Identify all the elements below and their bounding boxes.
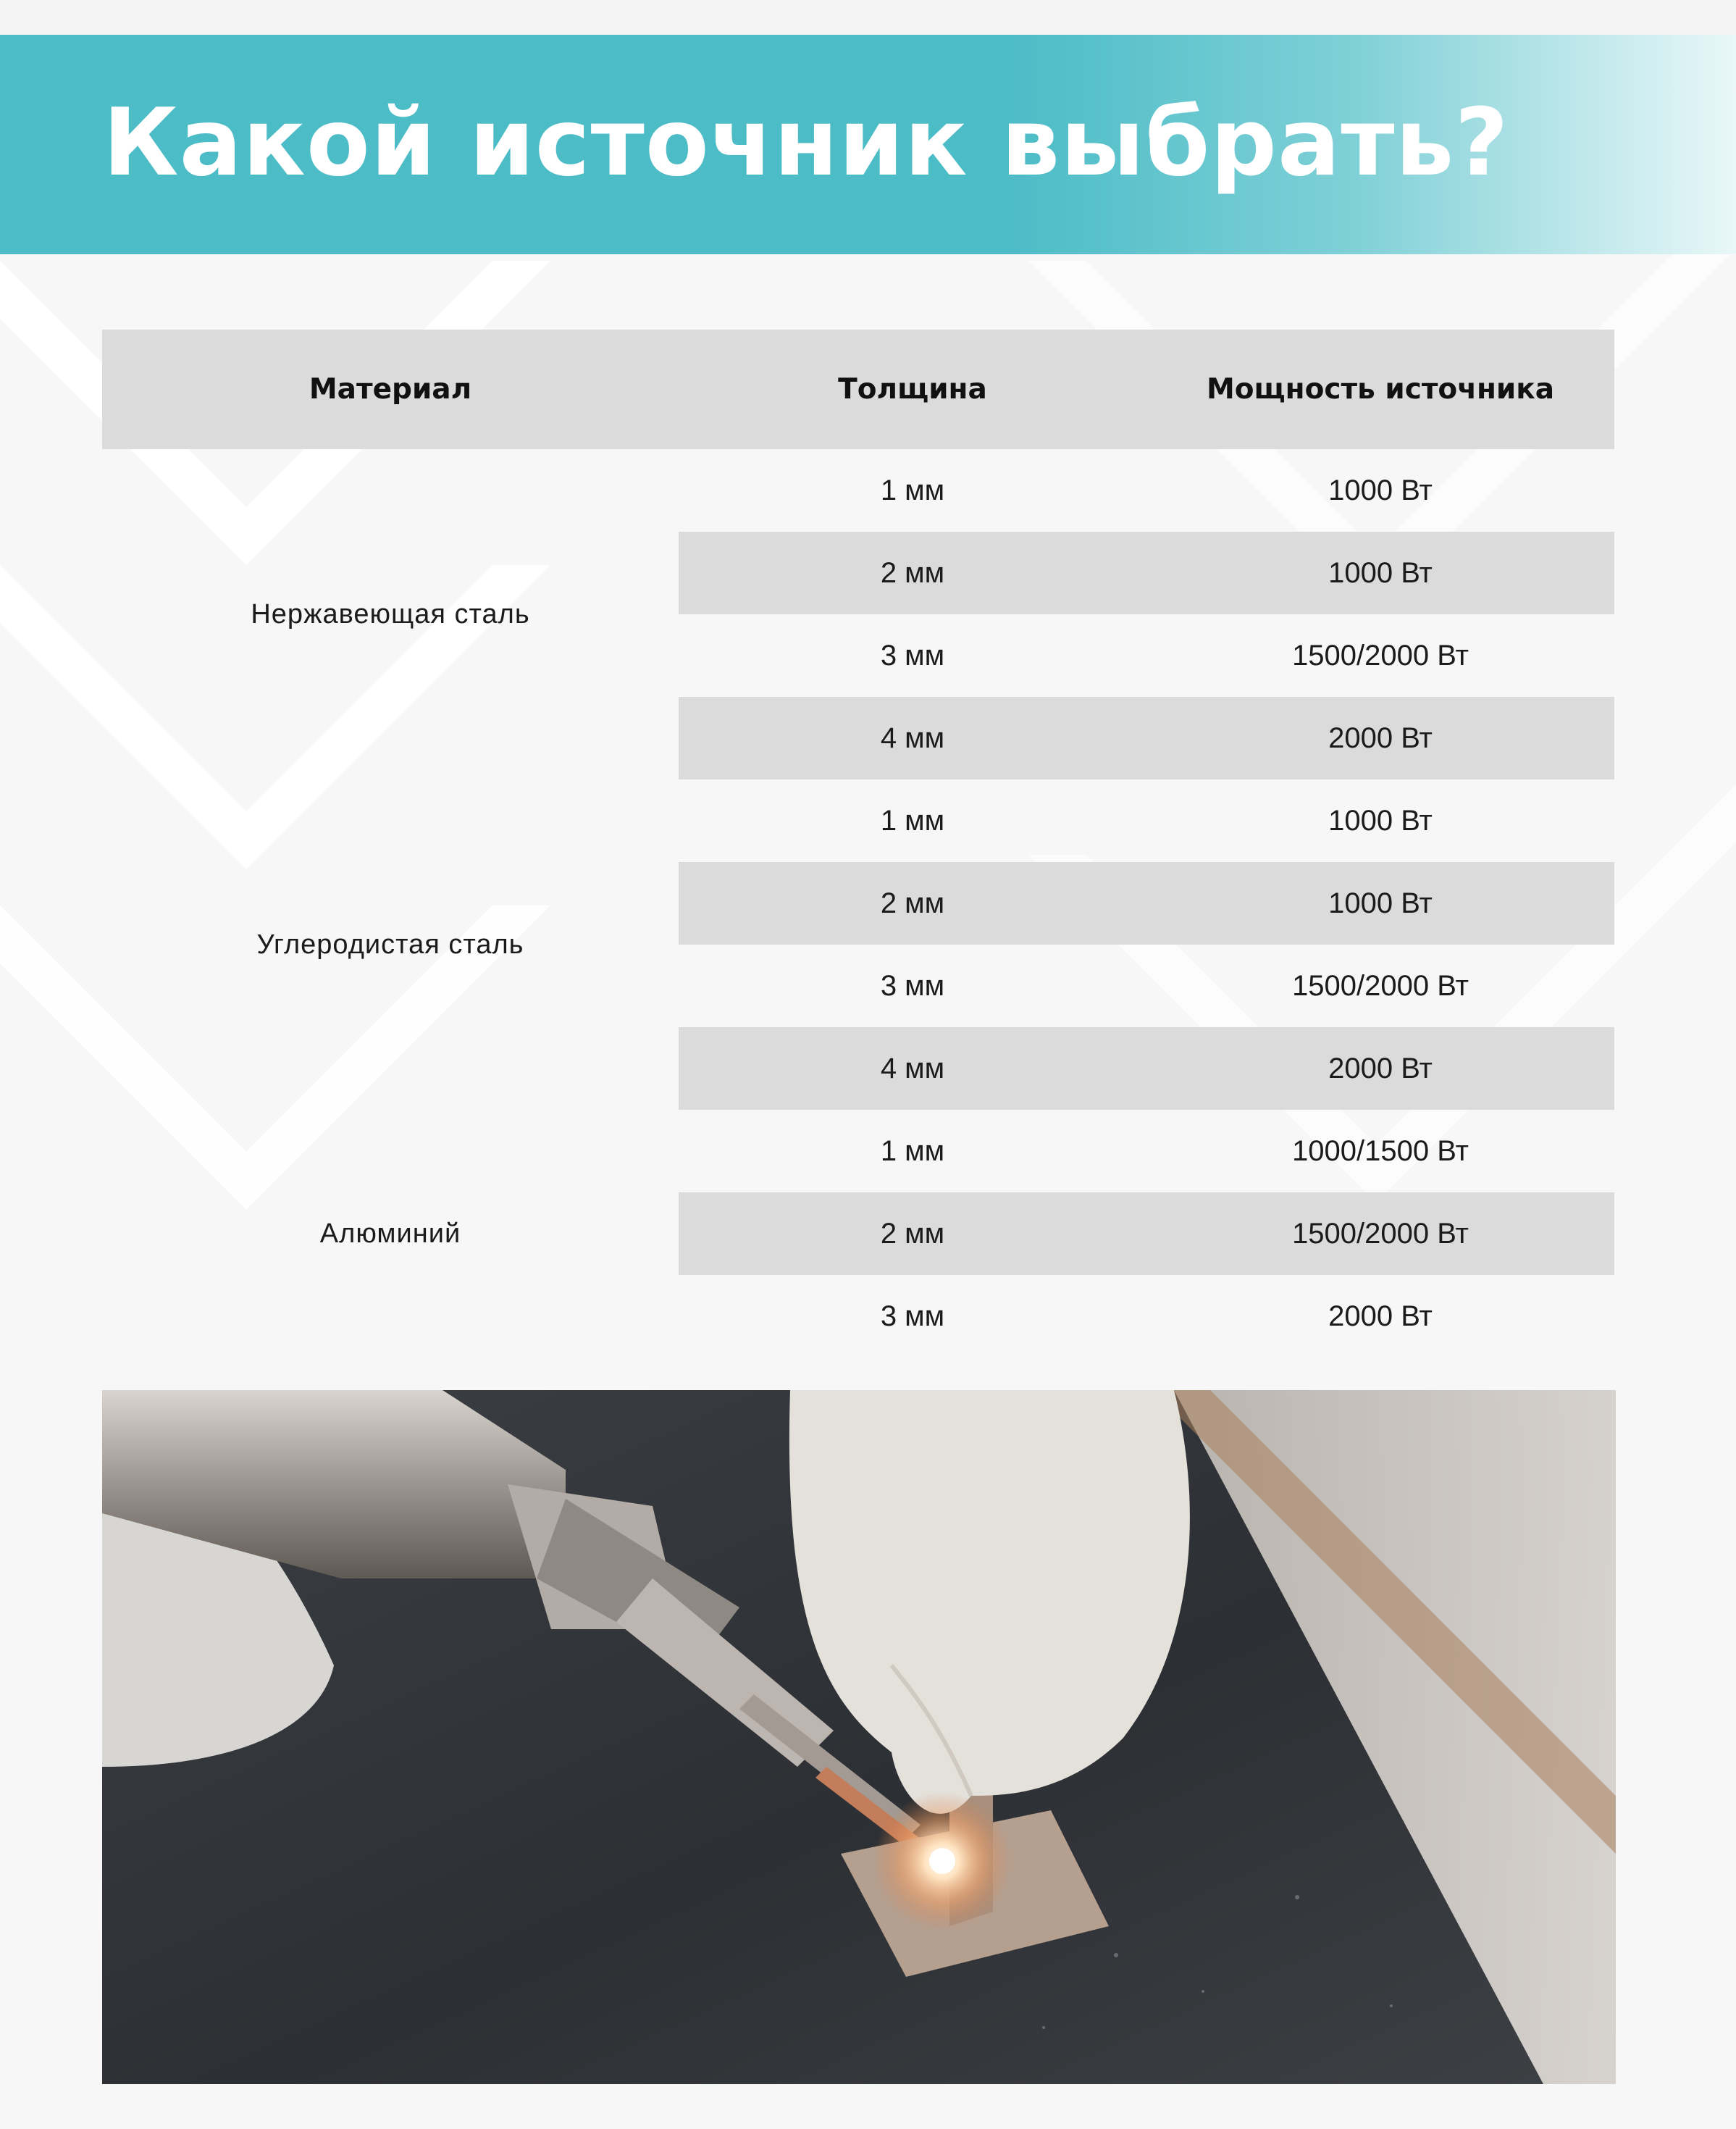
thickness-cell: 4 мм bbox=[880, 1053, 945, 1084]
thickness-cell: 3 мм bbox=[880, 1300, 945, 1332]
column-header-power: Мощность источника bbox=[1206, 373, 1555, 406]
table-row bbox=[679, 1110, 1614, 1192]
power-cell: 1500/2000 Вт bbox=[1292, 970, 1469, 1002]
laser-welding-photo bbox=[102, 1390, 1616, 2084]
table-row bbox=[679, 532, 1614, 614]
thickness-cell: 2 мм bbox=[880, 1218, 945, 1250]
material-cell: Нержавеющая сталь bbox=[251, 598, 530, 630]
thickness-cell: 1 мм bbox=[880, 1135, 945, 1167]
material-group bbox=[102, 779, 1614, 1110]
table-row bbox=[679, 862, 1614, 945]
power-cell: 1000 Вт bbox=[1328, 557, 1433, 589]
table-body bbox=[102, 449, 1614, 1358]
power-selection-table bbox=[102, 330, 1614, 1358]
table-row bbox=[679, 779, 1614, 862]
power-cell: 1000 Вт bbox=[1328, 805, 1433, 837]
table-row bbox=[679, 449, 1614, 532]
thickness-cell: 2 мм bbox=[880, 557, 945, 589]
power-cell: 1000 Вт bbox=[1328, 887, 1433, 919]
power-cell: 1000 Вт bbox=[1328, 474, 1433, 506]
material-group bbox=[102, 449, 1614, 779]
column-header-material: Материал bbox=[309, 373, 472, 406]
thickness-cell: 3 мм bbox=[880, 640, 945, 672]
thickness-cell: 3 мм bbox=[880, 970, 945, 1002]
power-cell: 1500/2000 Вт bbox=[1292, 1218, 1469, 1250]
power-cell: 1000/1500 Вт bbox=[1292, 1135, 1469, 1167]
thickness-cell: 1 мм bbox=[880, 474, 945, 506]
table-row bbox=[679, 1275, 1614, 1358]
power-cell: 2000 Вт bbox=[1328, 722, 1433, 754]
column-header-thickness: Толщина bbox=[838, 373, 987, 406]
table-header-row bbox=[102, 330, 1614, 449]
power-cell: 1500/2000 Вт bbox=[1292, 640, 1469, 672]
table-row bbox=[679, 614, 1614, 697]
table-row bbox=[679, 945, 1614, 1027]
thickness-cell: 1 мм bbox=[880, 805, 945, 837]
page-title: Какой источник выбрать? bbox=[103, 89, 1509, 197]
table-row bbox=[679, 1192, 1614, 1275]
power-cell: 2000 Вт bbox=[1328, 1053, 1433, 1084]
thickness-cell: 4 мм bbox=[880, 722, 945, 754]
material-cell: Углеродистая сталь bbox=[256, 929, 524, 960]
title-banner bbox=[0, 35, 1736, 254]
material-cell: Алюминий bbox=[319, 1218, 461, 1249]
thickness-cell: 2 мм bbox=[880, 887, 945, 919]
material-group bbox=[102, 1110, 1614, 1358]
table-row bbox=[679, 697, 1614, 779]
power-cell: 2000 Вт bbox=[1328, 1300, 1433, 1332]
table-row bbox=[679, 1027, 1614, 1110]
laser-welding-illustration bbox=[102, 1390, 1616, 2084]
